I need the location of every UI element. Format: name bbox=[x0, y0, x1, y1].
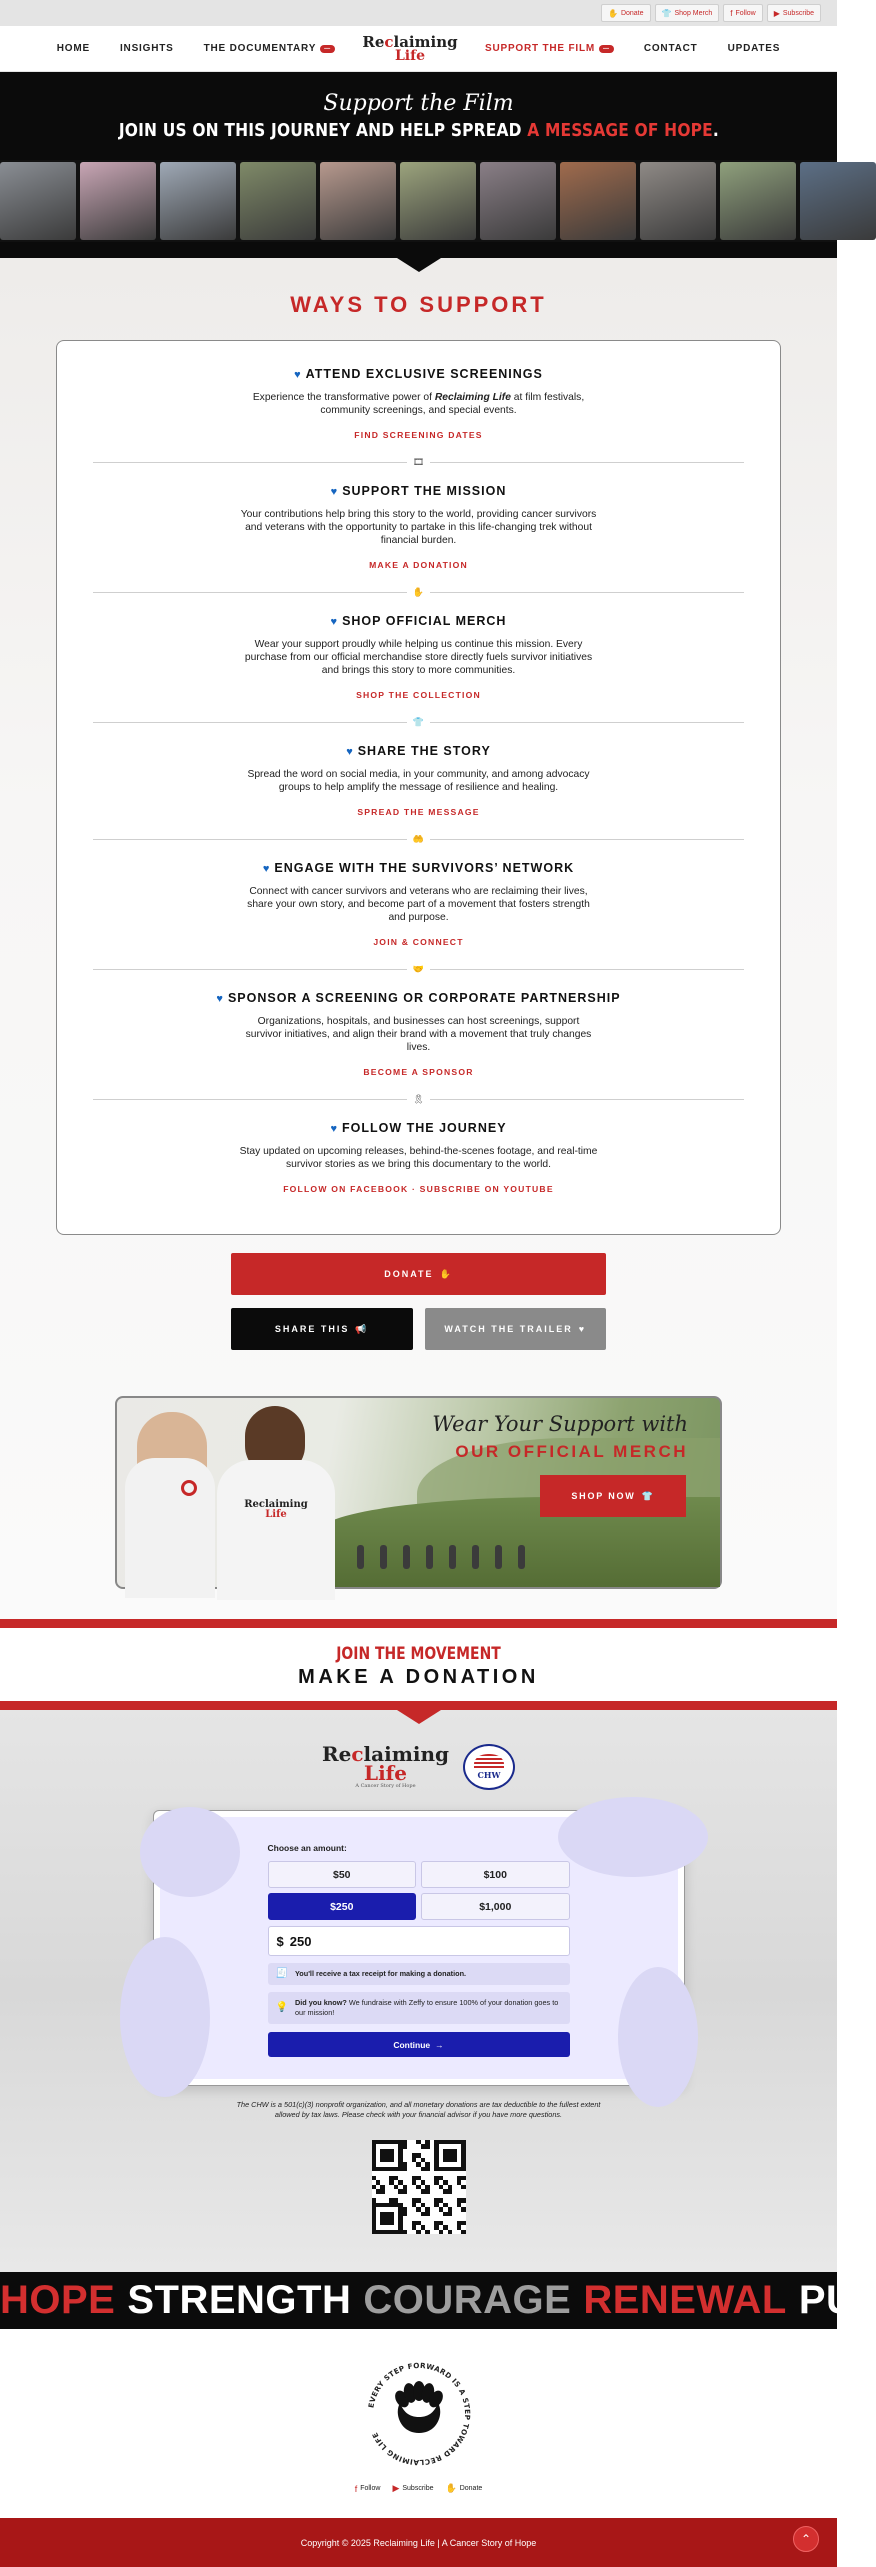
topbar-shop-merch-button[interactable] bbox=[655, 4, 720, 22]
shop-now-label: SHOP NOW bbox=[571, 1491, 636, 1501]
facebook-icon: f bbox=[730, 8, 733, 18]
facebook-icon: f bbox=[354, 2483, 358, 2494]
marquee-word: COURAGE bbox=[363, 2278, 572, 2322]
amount-options bbox=[268, 1861, 570, 1920]
way-text: Wear your support proudly while helping us continue this mission. Every purchase from our official merchandise store directly fuels survivor initiatives and brings this story to more communities. bbox=[244, 639, 593, 676]
footer-socials bbox=[355, 2483, 483, 2494]
donation-section bbox=[0, 1710, 837, 2272]
rl-re: Re bbox=[322, 1741, 352, 1766]
gallery-photo bbox=[240, 162, 316, 240]
watch-trailer-button[interactable] bbox=[425, 1308, 607, 1350]
chw-text: CHW bbox=[477, 1770, 501, 1780]
photo-strip bbox=[0, 160, 837, 242]
way-heading-text: SUPPORT THE MISSION bbox=[342, 484, 507, 498]
join-band-bottom bbox=[0, 1701, 837, 1710]
hand-coin-icon: ✋ bbox=[407, 587, 430, 598]
ways-to-support-section bbox=[0, 258, 837, 1628]
way-link[interactable]: SPREAD THE MESSAGE bbox=[357, 807, 480, 817]
youtube-icon: ▶ bbox=[392, 2483, 400, 2493]
way-heading bbox=[93, 861, 744, 875]
rl-laiming: laiming bbox=[363, 1741, 449, 1766]
topbar-follow-button[interactable] bbox=[723, 4, 762, 22]
model-2-shirt bbox=[217, 1460, 335, 1600]
site-logo[interactable] bbox=[362, 32, 458, 64]
footer-subscribe-link[interactable] bbox=[392, 2483, 433, 2494]
way-text: at film festivals, community screenings, and special events. bbox=[320, 392, 585, 416]
nav-support[interactable] bbox=[470, 43, 629, 54]
arrow-right-icon: → bbox=[435, 2039, 444, 2050]
way-description bbox=[239, 508, 599, 547]
way-text: Connect with cancer survivors and veterans who are reclaiming their lives, share your own story, and become part of a movement that fosters strength and purpose. bbox=[247, 886, 590, 923]
footer-subscribe-label: Subscribe bbox=[402, 2485, 434, 2492]
footer bbox=[0, 2329, 837, 2504]
gallery-photo bbox=[720, 162, 796, 240]
nav-support-label: SUPPORT THE FILM bbox=[484, 43, 596, 54]
hero-headline-accent: A MESSAGE OF HOPE bbox=[526, 120, 713, 141]
way-text: Stay updated on upcoming releases, behind-the-scenes footage, and real-time survivor stories as we bring this documentary to the world. bbox=[239, 1146, 598, 1170]
footer-donate-label: Donate bbox=[459, 2485, 483, 2492]
donate-button-label: DONATE bbox=[384, 1269, 434, 1279]
way-description bbox=[239, 768, 599, 794]
footer-donate-link[interactable] bbox=[446, 2483, 483, 2494]
did-you-know-label: Did you know? bbox=[294, 1998, 347, 2007]
main-nav bbox=[0, 26, 837, 72]
way-item bbox=[93, 1121, 744, 1208]
nav-insights[interactable]: INSIGHTS bbox=[119, 43, 174, 54]
merch-script-title: Wear Your Support with bbox=[432, 1412, 688, 1436]
marquee-word: HOPE bbox=[0, 2278, 116, 2322]
way-description bbox=[239, 391, 599, 417]
way-text: Your contributions help bring this story to the world, providing cancer survivors and veterans with the opportunity to partake in this life-changing trek without financial burden. bbox=[240, 509, 597, 546]
shop-now-button[interactable] bbox=[540, 1475, 686, 1517]
way-item bbox=[93, 861, 744, 961]
blue-heart-icon: ♥ bbox=[262, 863, 271, 875]
merch-title: OUR OFFICIAL MERCH bbox=[455, 1442, 688, 1461]
tax-legal-text: The CHW is a 501(c)(3) nonprofit organization, and all monetary donations are tax deductible to the fullest extent allowed by tax laws. Please check with your financial advisor if you have more questions. bbox=[236, 2100, 601, 2119]
model-1-shirt bbox=[125, 1458, 215, 1598]
blue-heart-icon: ♥ bbox=[330, 1123, 338, 1135]
way-description bbox=[239, 1145, 599, 1171]
blue-heart-icon: ♥ bbox=[330, 486, 339, 498]
gallery-photo bbox=[320, 162, 396, 240]
qr-code[interactable] bbox=[372, 2140, 466, 2234]
watch-trailer-label: WATCH THE TRAILER bbox=[444, 1324, 573, 1334]
rl-tagline: A Cancer Story of Hope bbox=[355, 1782, 416, 1789]
nav-home[interactable]: HOME bbox=[56, 43, 90, 54]
join-title: MAKE A DONATION bbox=[298, 1666, 539, 1688]
gallery-photo bbox=[0, 162, 76, 240]
continue-label: Continue bbox=[393, 2039, 431, 2050]
flag-icon bbox=[474, 1754, 504, 1768]
topbar-donate-button[interactable] bbox=[601, 4, 651, 22]
tshirt-icon: 👕 bbox=[661, 8, 672, 18]
nav-contact[interactable]: CONTACT bbox=[643, 43, 698, 54]
utility-bar bbox=[0, 0, 837, 26]
tshirt-icon: 👕 bbox=[407, 717, 430, 728]
logo-text-life: Life bbox=[394, 47, 426, 64]
dropdown-badge: — bbox=[599, 45, 614, 53]
gallery-photo bbox=[400, 162, 476, 240]
way-heading-text: FOLLOW THE JOURNEY bbox=[342, 1121, 507, 1135]
way-heading-text: SHOP OFFICIAL MERCH bbox=[342, 614, 507, 628]
footer-follow-link[interactable] bbox=[355, 2483, 381, 2494]
rl-c: c bbox=[351, 1741, 364, 1766]
gallery-photo bbox=[800, 162, 876, 240]
gallery-photo bbox=[560, 162, 636, 240]
share-button-label: SHARE THIS bbox=[274, 1324, 350, 1334]
hero-headline bbox=[118, 120, 718, 141]
zeffy-note-text: We fundraise with Zeffy to ensure 100% of your donation goes to our mission! bbox=[294, 1998, 559, 2017]
way-link[interactable]: FIND SCREENING DATES bbox=[354, 430, 483, 440]
hand-heart-icon: ✋ bbox=[445, 2483, 457, 2493]
way-item bbox=[93, 614, 744, 714]
nav-updates[interactable]: UPDATES bbox=[727, 43, 781, 54]
megaphone-icon: 📢 bbox=[355, 1323, 369, 1334]
join-band-top bbox=[0, 1619, 837, 1628]
decor-blob bbox=[558, 1797, 708, 1877]
way-link[interactable]: JOIN & CONNECT bbox=[373, 937, 464, 947]
zeffy-note-body bbox=[295, 1998, 562, 2018]
zeffy-note bbox=[268, 1992, 570, 2024]
share-button[interactable] bbox=[231, 1308, 413, 1350]
way-heading bbox=[93, 744, 744, 758]
way-heading bbox=[93, 991, 744, 1005]
footer-emblem bbox=[360, 2355, 478, 2473]
blue-heart-icon: ♥ bbox=[330, 616, 339, 628]
lightbulb-icon: 💡 bbox=[275, 2002, 288, 2013]
hero-headline-text: JOIN US ON THIS JOURNEY AND HELP SPREAD bbox=[118, 120, 527, 141]
values-marquee bbox=[0, 2272, 856, 2329]
way-description bbox=[239, 885, 599, 924]
hero-banner bbox=[0, 72, 837, 160]
amount-input[interactable] bbox=[268, 1926, 570, 1956]
reclaiming-life-logo bbox=[322, 1741, 449, 1790]
receipt-icon: 🧾 bbox=[275, 1968, 288, 1979]
blue-heart-icon: ♥ bbox=[294, 369, 302, 381]
topbar-subscribe-button[interactable] bbox=[767, 4, 821, 22]
chevron-up-icon: ⌃ bbox=[800, 2532, 812, 2546]
way-item bbox=[93, 991, 744, 1091]
way-item bbox=[93, 744, 744, 831]
gallery-photo bbox=[160, 162, 236, 240]
amount-option[interactable]: $250 bbox=[268, 1893, 417, 1920]
ticket-icon: 🎞 bbox=[407, 457, 430, 468]
tshirt-icon: 👕 bbox=[641, 1490, 655, 1501]
amount-option[interactable]: $100 bbox=[421, 1861, 570, 1888]
topbar-button-label: Follow bbox=[735, 9, 756, 17]
join-notch bbox=[397, 1710, 441, 1724]
way-item bbox=[93, 484, 744, 584]
topbar-button-label: Donate bbox=[620, 9, 644, 17]
way-text: Experience the transformative power of bbox=[252, 392, 435, 403]
way-heading-text: ENGAGE WITH THE SURVIVORS’ NETWORK bbox=[274, 861, 575, 875]
donation-form-container bbox=[153, 1810, 685, 2086]
way-link[interactable]: MAKE A DONATION bbox=[369, 560, 468, 570]
footer-spacer bbox=[0, 2504, 837, 2518]
svg-text:EVERY STEP FORWARD IS A STEP T bbox=[366, 2361, 472, 2467]
shirt-logo-a: Reclaiming bbox=[244, 1499, 308, 1510]
section-separator bbox=[93, 456, 744, 468]
way-heading bbox=[93, 367, 744, 381]
section-separator bbox=[93, 833, 744, 845]
film-title: Reclaiming Life bbox=[434, 392, 511, 403]
ways-title: WAYS TO SUPPORT bbox=[290, 292, 547, 317]
section-separator bbox=[93, 716, 744, 728]
ways-card bbox=[56, 340, 781, 1235]
hero-headline-end: . bbox=[712, 120, 719, 141]
marquee-word: PU bbox=[798, 2278, 856, 2322]
chw-logo bbox=[463, 1744, 515, 1790]
way-heading-text: ATTEND EXCLUSIVE SCREENINGS bbox=[305, 367, 543, 381]
nav-documentary[interactable] bbox=[189, 43, 350, 54]
way-link[interactable]: SHOP THE COLLECTION bbox=[356, 690, 481, 700]
action-buttons bbox=[231, 1253, 606, 1350]
decor-blob bbox=[140, 1807, 240, 1897]
way-description bbox=[239, 1015, 599, 1054]
hand-heart-icon: ✋ bbox=[607, 8, 618, 18]
section-separator bbox=[93, 1093, 744, 1105]
continue-button[interactable] bbox=[268, 2032, 570, 2057]
way-text: Organizations, hospitals, and businesses can host screenings, support survivor initiatives, and align their brand with a movement that truly changes lives. bbox=[245, 1016, 592, 1053]
section-separator bbox=[93, 586, 744, 598]
way-heading-text: SHARE THE STORY bbox=[357, 744, 491, 758]
donation-form bbox=[160, 1817, 678, 2079]
divider-notch bbox=[397, 258, 441, 272]
gallery-photo bbox=[480, 162, 556, 240]
currency-symbol: $ bbox=[276, 1933, 284, 1949]
heart-icon: ♥ bbox=[578, 1324, 587, 1334]
donate-button[interactable] bbox=[231, 1253, 606, 1295]
topbar-button-label: Subscribe bbox=[782, 9, 814, 17]
way-item bbox=[93, 367, 744, 454]
way-heading bbox=[93, 614, 744, 628]
back-to-top-button[interactable] bbox=[793, 2526, 819, 2552]
way-link[interactable]: FOLLOW ON FACEBOOK · SUBSCRIBE ON YOUTUBE bbox=[283, 1184, 554, 1194]
partner-logos bbox=[0, 1741, 837, 1790]
way-link[interactable]: BECOME A SPONSOR bbox=[363, 1067, 474, 1077]
marquee-word: STRENGTH bbox=[127, 2278, 352, 2322]
decor-blob bbox=[120, 1937, 210, 2097]
way-text: Spread the word on social media, in your community, and among advocacy groups to help amplify the message of resilience and healing. bbox=[247, 769, 590, 793]
hikers-image bbox=[357, 1545, 525, 1569]
amount-value: 250 bbox=[289, 1933, 312, 1949]
amount-label: Choose an amount: bbox=[267, 1843, 347, 1853]
tax-receipt-text: You'll receive a tax receipt for making a donation. bbox=[294, 1969, 467, 1978]
copyright-bar bbox=[0, 2518, 837, 2567]
dropdown-badge: — bbox=[320, 45, 335, 53]
way-heading-text: SPONSOR A SCREENING OR CORPORATE PARTNERSHIP bbox=[227, 991, 621, 1005]
decor-blob bbox=[618, 1967, 698, 2107]
gallery-photo bbox=[640, 162, 716, 240]
youtube-icon: ▶ bbox=[773, 8, 780, 18]
tax-receipt-note bbox=[268, 1963, 570, 1985]
section-separator bbox=[93, 963, 744, 975]
gallery-photo bbox=[80, 162, 156, 240]
blue-heart-icon: ♥ bbox=[346, 746, 354, 758]
handshake-icon: 🤝 bbox=[407, 964, 430, 975]
rl-life: Life bbox=[364, 1760, 407, 1785]
emblem-motto: EVERY STEP FORWARD IS A STEP TOWARD RECLAIMING LIFE bbox=[365, 2360, 472, 2468]
logo-text-re: Re bbox=[362, 32, 385, 51]
shirt-logo bbox=[241, 1500, 311, 1520]
section-divider bbox=[0, 242, 837, 258]
shirt-logo-b: Life bbox=[265, 1509, 287, 1520]
way-heading bbox=[93, 1121, 744, 1135]
hero-script-title: Support the Film bbox=[323, 91, 514, 116]
blue-heart-icon: ♥ bbox=[216, 993, 224, 1005]
footer-follow-label: Follow bbox=[360, 2485, 381, 2492]
way-description bbox=[239, 638, 599, 677]
way-heading bbox=[93, 484, 744, 498]
marquee-word: RENEWAL bbox=[583, 2278, 787, 2322]
join-subtitle: JOIN THE MOVEMENT bbox=[336, 1644, 501, 1664]
logo-text-laiming: laiming bbox=[393, 32, 458, 51]
nav-documentary-label: THE DOCUMENTARY bbox=[203, 43, 317, 54]
logo-text-c: c bbox=[384, 32, 394, 51]
hand-heart-icon: 🤲 bbox=[407, 834, 430, 845]
amount-option[interactable]: $1,000 bbox=[421, 1893, 570, 1920]
topbar-button-label: Shop Merch bbox=[674, 9, 713, 17]
join-movement-heading bbox=[0, 1628, 837, 1701]
amount-option[interactable]: $50 bbox=[268, 1861, 417, 1888]
merch-banner[interactable] bbox=[115, 1396, 722, 1589]
ribbon-icon: 🎗 bbox=[407, 1094, 430, 1105]
copyright-text: Copyright © 2025 Reclaiming Life | A Cancer Story of Hope bbox=[300, 2537, 537, 2548]
hand-heart-icon: ✋ bbox=[439, 1268, 453, 1279]
